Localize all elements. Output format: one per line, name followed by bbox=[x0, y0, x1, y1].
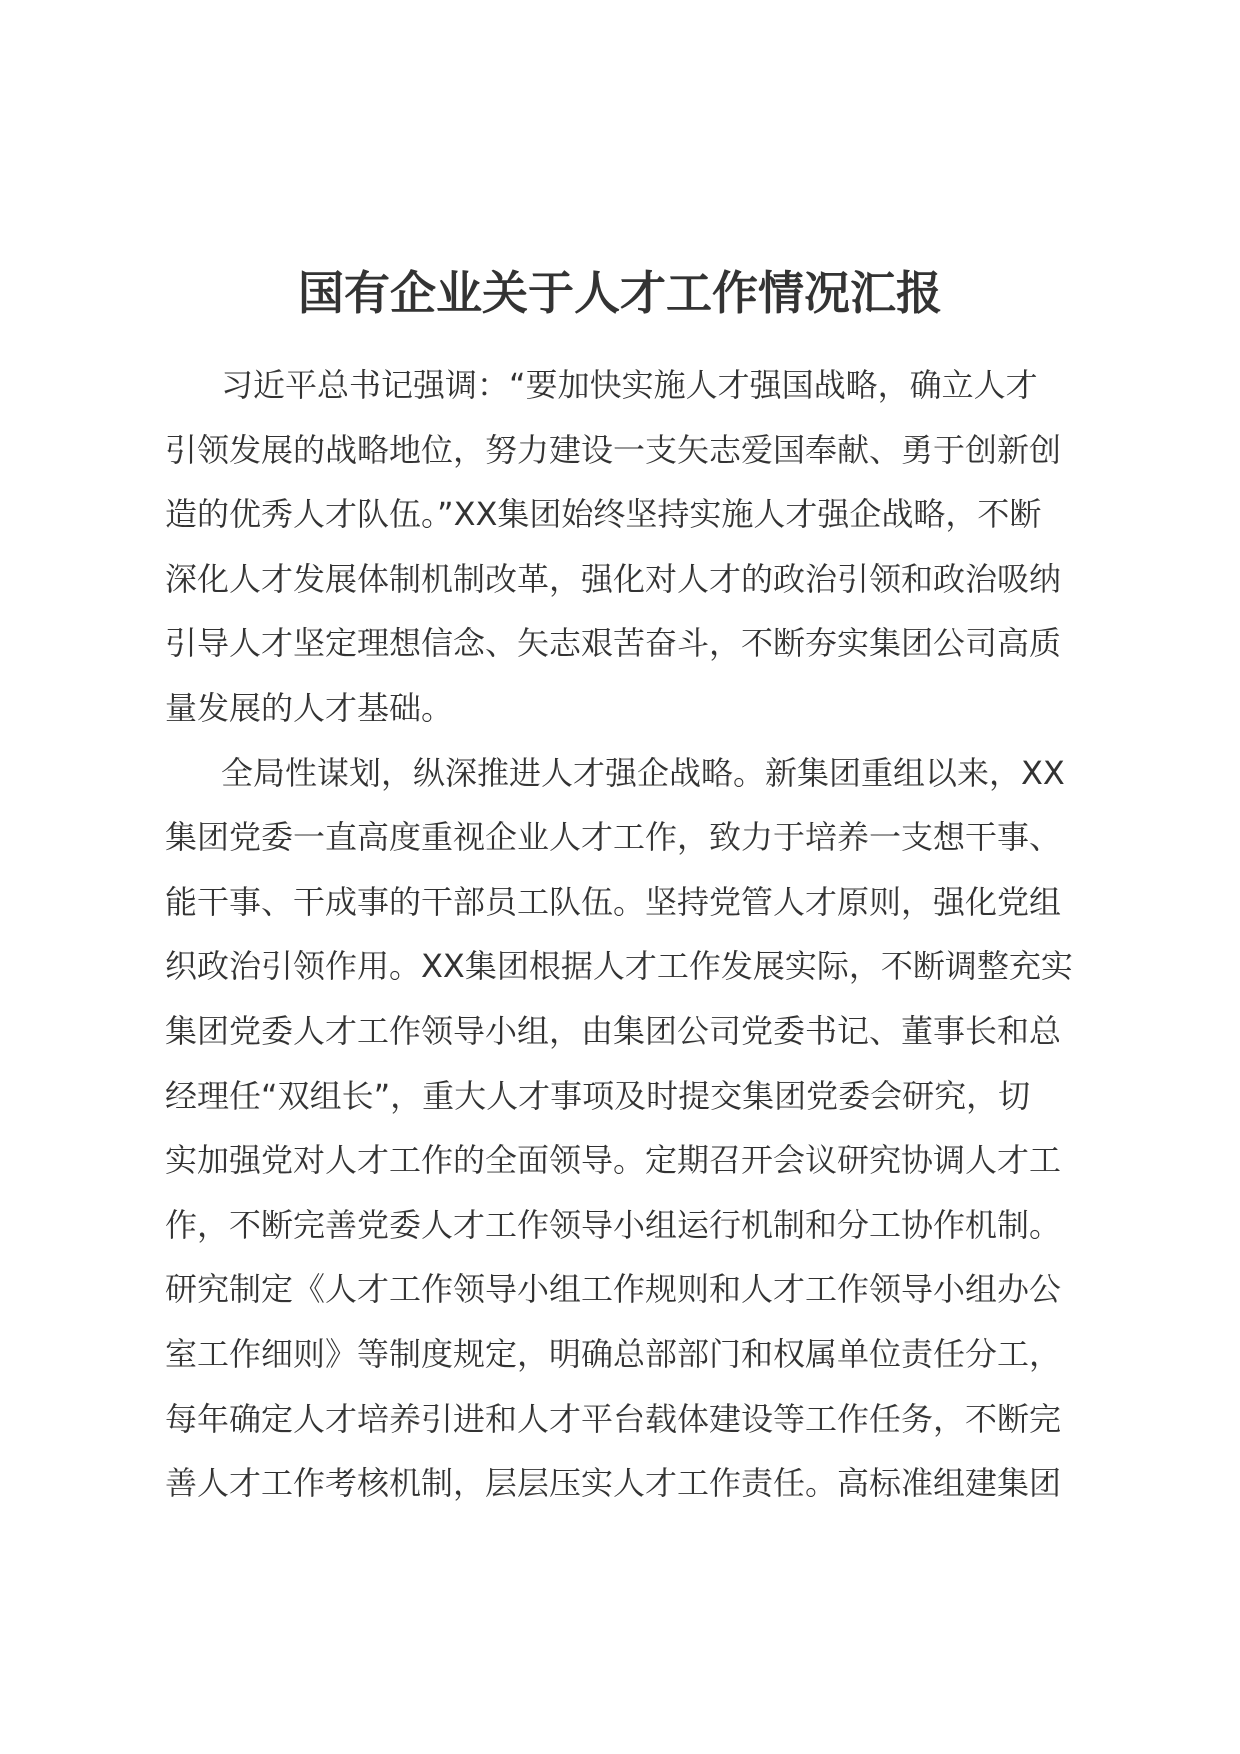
paragraph-line: 能干事、干成事的干部员工队伍。坚持党管人才原则，强化党组 bbox=[165, 882, 1062, 921]
document-title: 国有企业关于人才工作情况汇报 bbox=[298, 266, 942, 320]
paragraph-line: 织政治引领作用。XX集团根据人才工作发展实际，不断调整充实 bbox=[165, 947, 1073, 986]
paragraph-line: 作，不断完善党委人才工作领导小组运行机制和分工协作机制。 bbox=[165, 1205, 1062, 1244]
paragraph-line: 集团党委一直高度重视企业人才工作，致力于培养一支想干事、 bbox=[165, 818, 1062, 857]
paragraph-line: 善人才工作考核机制，层层压实人才工作责任。高标准组建集团 bbox=[165, 1464, 1062, 1503]
paragraph-line: 引导人才坚定理想信念、矢志艰苦奋斗，不断夯实集团公司高质 bbox=[165, 624, 1062, 663]
paragraph-line: 习近平总书记强调：“要加快实施人才强国战略，确立人才 bbox=[221, 366, 1038, 404]
paragraph-2 bbox=[165, 741, 1115, 1516]
paragraph-line: 引领发展的战略地位，努力建设一支矢志爱国奉献、勇于创新创 bbox=[165, 430, 1062, 469]
paragraph-line: 深化人才发展体制机制改革，强化对人才的政治引领和政治吸纳 bbox=[165, 559, 1062, 598]
paragraph-line: 经理任“双组长”，重大人才事项及时提交集团党委会研究，切 bbox=[165, 1076, 1031, 1115]
paragraph-line: 室工作细则》等制度规定，明确总部部门和权属单位责任分工， bbox=[165, 1334, 1062, 1373]
paragraph-line: 研究制定《人才工作领导小组工作规则和人才工作领导小组办公 bbox=[165, 1270, 1062, 1309]
paragraph-line: 每年确定人才培养引进和人才平台载体建设等工作任务，不断完 bbox=[165, 1399, 1062, 1438]
paragraph-line: 集团党委人才工作领导小组，由集团公司党委书记、董事长和总 bbox=[165, 1011, 1062, 1050]
paragraph-line: 实加强党对人才工作的全面领导。定期召开会议研究协调人才工 bbox=[165, 1141, 1062, 1180]
paragraph-line: 量发展的人才基础。 bbox=[165, 688, 454, 727]
document-body bbox=[165, 353, 1115, 1516]
paragraph-1 bbox=[165, 353, 1115, 741]
paragraph-line: 全局性谋划，纵深推进人才强企战略。新集团重组以来，XX bbox=[221, 753, 1065, 792]
paragraph-line: 造的优秀人才队伍。”XX集团始终坚持实施人才强企战略，不断 bbox=[165, 495, 1042, 534]
